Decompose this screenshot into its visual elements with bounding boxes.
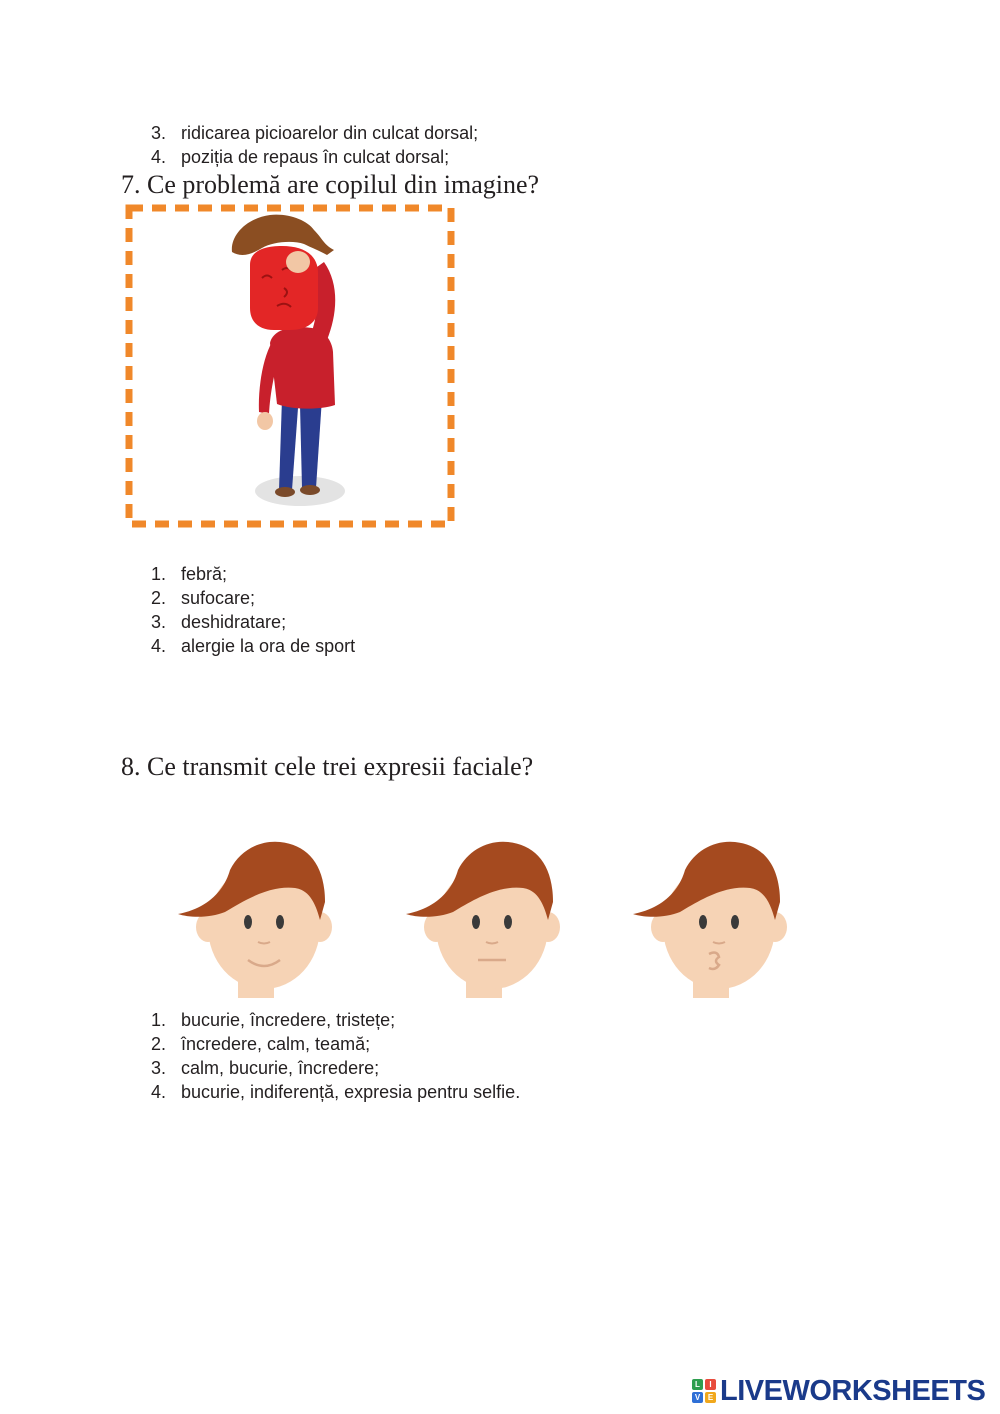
option-number: 4.: [151, 1082, 167, 1102]
eye-left: [699, 915, 707, 929]
option-number: 4.: [151, 147, 167, 167]
logo-text: LIVEWORKSHEETS: [720, 1374, 986, 1407]
option-q7-2[interactable]: [151, 586, 255, 610]
option-q7-4[interactable]: [151, 634, 355, 658]
option-text: bucurie, încredere, tristețe;: [181, 1010, 396, 1030]
option-number: 3.: [151, 612, 167, 632]
option-number: 2.: [151, 588, 167, 608]
sick-child-illustration: [122, 200, 462, 535]
question-8-title: 8. Ce transmit cele trei expresii faciale?: [121, 752, 534, 781]
option-number: 1.: [151, 564, 167, 584]
eye-right: [276, 915, 284, 929]
logo-tile: V: [692, 1392, 703, 1403]
eye-right: [731, 915, 739, 929]
left-shoe: [275, 487, 295, 497]
option-text: ridicarea picioarelor din culcat dorsal;: [181, 123, 479, 143]
eye-left: [472, 915, 480, 929]
option-text: poziția de repaus în culcat dorsal;: [181, 147, 450, 167]
logo-tile: E: [705, 1392, 716, 1403]
logo-tiles-icon: [692, 1379, 716, 1403]
option-number: 2.: [151, 1034, 167, 1054]
option-text: sufocare;: [181, 588, 256, 608]
option-text: deshidratare;: [181, 612, 287, 632]
option-q8-3[interactable]: [151, 1056, 379, 1080]
question-7-title: 7. Ce problemă are copilul din imagine?: [121, 170, 540, 199]
face-neutral-illustration: [398, 830, 568, 1000]
logo-tile: I: [705, 1379, 716, 1390]
option-q8-1[interactable]: [151, 1008, 395, 1032]
option-text: încredere, calm, teamă;: [181, 1034, 371, 1054]
ground-shadow: [255, 476, 345, 506]
option-number: 3.: [151, 123, 167, 143]
right-leg: [300, 398, 322, 488]
eye-right: [504, 915, 512, 929]
option-q8-2[interactable]: [151, 1032, 370, 1056]
left-hand: [257, 412, 273, 430]
option-q8-4[interactable]: [151, 1080, 520, 1104]
option-q7-3[interactable]: [151, 610, 286, 634]
right-hand: [286, 251, 310, 273]
face-pursed-illustration: [625, 830, 795, 1000]
option-prev-3: [151, 121, 478, 145]
right-shoe: [300, 485, 320, 495]
option-text: febră;: [181, 564, 228, 584]
option-text: alergie la ora de sport: [181, 636, 356, 656]
option-prev-4: [151, 145, 449, 169]
option-number: 4.: [151, 636, 167, 656]
logo-tile: L: [692, 1379, 703, 1390]
eye-left: [244, 915, 252, 929]
option-number: 1.: [151, 1010, 167, 1030]
face-smiling-illustration: [170, 830, 340, 1000]
option-text: bucurie, indiferență, expresia pentru selfie.: [181, 1082, 521, 1102]
option-number: 3.: [151, 1058, 167, 1078]
liveworksheets-logo[interactable]: [692, 1374, 985, 1408]
option-q7-1[interactable]: [151, 562, 227, 586]
option-text: calm, bucurie, încredere;: [181, 1058, 380, 1078]
